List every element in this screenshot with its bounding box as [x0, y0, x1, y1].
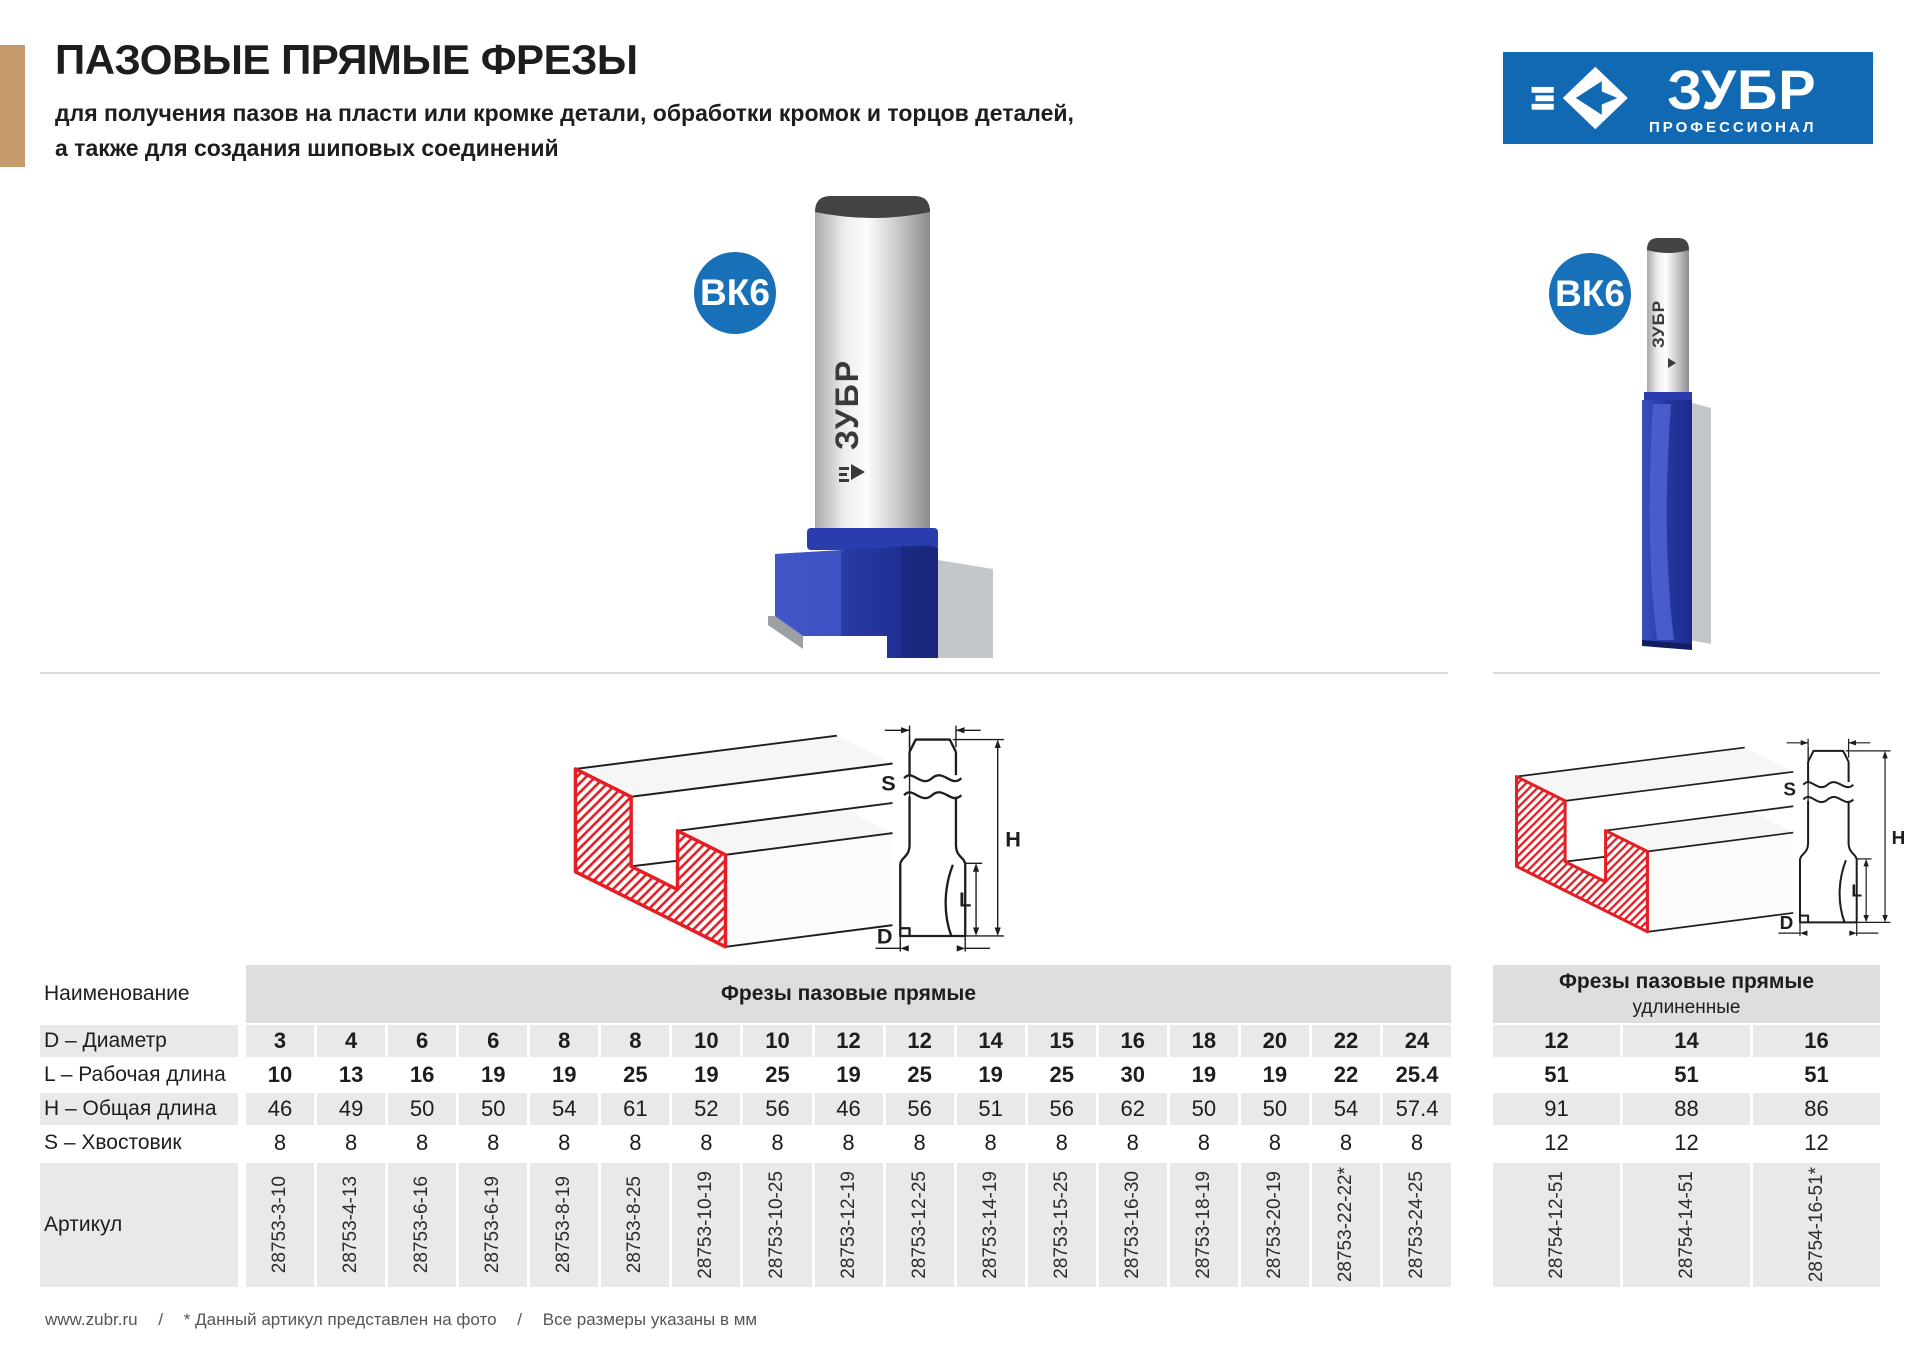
diameter-value: 16 [1753, 1025, 1880, 1057]
footer-separator: / [158, 1310, 164, 1329]
working-length-value: 19 [694, 1062, 719, 1087]
diameter-value: 3 [246, 1025, 314, 1057]
carbide-grade-badge: ВК6 [694, 252, 776, 334]
footer-site: www.zubr.ru [45, 1310, 138, 1329]
article-number: 28753-4-13 [317, 1163, 385, 1287]
diameter-value: 4 [317, 1025, 385, 1057]
groove-diagram-straight [560, 687, 1024, 963]
shank-value: 12 [1544, 1130, 1569, 1155]
shank-brand-text: ЗУБР [829, 358, 865, 450]
article-number: 28754-16-51* [1753, 1163, 1880, 1287]
diameter-value: 10 [672, 1025, 740, 1057]
section-divider-left [40, 672, 1448, 674]
shank-value: 8 [771, 1130, 784, 1155]
working-length-value: 22 [1333, 1062, 1359, 1087]
working-length-value: 25 [907, 1062, 932, 1087]
overall-length-value: 54 [1312, 1093, 1380, 1125]
article-number: 28753-3-10 [246, 1163, 314, 1287]
article-number: 28753-8-19 [530, 1163, 598, 1287]
footer-separator: / [517, 1310, 523, 1329]
overall-length-value: 49 [317, 1093, 385, 1125]
row-shank [40, 1127, 1451, 1159]
product-photo-straight-bit [755, 188, 1010, 674]
diameter-value: 24 [1383, 1025, 1451, 1057]
article-number: 28753-16-30 [1099, 1163, 1167, 1287]
working-length-value: 19 [836, 1062, 861, 1087]
main-product-table [40, 965, 1451, 1287]
diameter-value: 14 [1623, 1025, 1750, 1057]
overall-length-value: 50 [459, 1093, 527, 1125]
row-label-overall-length: H – Общая длина [40, 1093, 238, 1125]
diameter-value: 18 [1170, 1025, 1238, 1057]
overall-length-value: 46 [246, 1093, 314, 1125]
diameter-value: 12 [886, 1025, 954, 1057]
overall-length-value: 46 [815, 1093, 883, 1125]
article-number: 28753-10-25 [743, 1163, 811, 1287]
overall-length-value: 62 [1099, 1093, 1167, 1125]
shank-brand-text-2: ЗУБР [1649, 299, 1668, 348]
row-article [40, 1163, 1451, 1287]
diameter-value: 8 [530, 1025, 598, 1057]
working-length-value: 19 [978, 1062, 1003, 1087]
article-number: 28753-20-19 [1241, 1163, 1309, 1287]
diameter-value: 6 [459, 1025, 527, 1057]
working-length-value: 51 [1544, 1062, 1569, 1087]
overall-length-value: 61 [601, 1093, 669, 1125]
article-number: 28753-10-19 [672, 1163, 740, 1287]
diameter-value: 15 [1028, 1025, 1096, 1057]
zubr-logo-tagline: ПРОФЕССИОНАЛ [1649, 118, 1817, 136]
ext-table-header-row [1493, 965, 1880, 1023]
extended-product-table [1493, 965, 1880, 1287]
shank-value: 8 [700, 1130, 713, 1155]
diameter-value: 14 [957, 1025, 1025, 1057]
overall-length-value: 91 [1493, 1093, 1620, 1125]
shank-value: 8 [1410, 1130, 1424, 1155]
overall-length-value: 50 [1170, 1093, 1238, 1125]
shank-value: 8 [629, 1130, 642, 1155]
article-number: 28753-6-16 [388, 1163, 456, 1287]
shank-value: 8 [1268, 1130, 1282, 1155]
zubr-logo-text [1649, 57, 1817, 136]
page-title: ПАЗОВЫЕ ПРЯМЫЕ ФРЕЗЫ [55, 36, 638, 83]
diameter-value: 22 [1312, 1025, 1380, 1057]
table-header-row [40, 965, 1451, 1023]
article-number: 28754-14-51 [1623, 1163, 1750, 1287]
working-length-value: 25.4 [1395, 1062, 1439, 1087]
shank-value: 12 [1804, 1130, 1829, 1155]
overall-length-value: 57.4 [1383, 1093, 1451, 1125]
zubr-logo-brand: ЗУБР [1667, 57, 1817, 121]
zubr-logo [1503, 52, 1873, 144]
overall-length-value: 56 [886, 1093, 954, 1125]
row-label-article: Артикул [40, 1163, 238, 1287]
shank-value: 8 [273, 1130, 287, 1155]
shank-value: 8 [1197, 1130, 1210, 1155]
diameter-value: 8 [601, 1025, 669, 1057]
shank-value: 12 [1674, 1130, 1699, 1155]
table-label-name: Наименование [44, 982, 190, 1005]
overall-length-value: 50 [1241, 1093, 1309, 1125]
article-number: 28753-8-25 [601, 1163, 669, 1287]
subtitle-line-2: а также для создания шиповых соединений [55, 134, 559, 161]
shank-value: 8 [1055, 1130, 1068, 1155]
overall-length-value: 56 [1028, 1093, 1096, 1125]
article-number: 28753-24-25 [1383, 1163, 1451, 1287]
overall-length-value: 50 [388, 1093, 456, 1125]
shank-value: 8 [558, 1130, 571, 1155]
page-subtitle [55, 96, 1074, 165]
ext-row-shank [1493, 1127, 1880, 1159]
diameter-value: 10 [743, 1025, 811, 1057]
overall-length-value: 88 [1623, 1093, 1750, 1125]
diameter-value: 16 [1099, 1025, 1167, 1057]
diameter-value: 12 [815, 1025, 883, 1057]
shank-value: 8 [487, 1130, 500, 1155]
working-length-value: 51 [1804, 1062, 1829, 1087]
article-number: 28753-12-25 [886, 1163, 954, 1287]
article-number: 28754-12-51 [1493, 1163, 1620, 1287]
accent-bar [0, 45, 25, 167]
article-number: 28753-12-19 [815, 1163, 883, 1287]
working-length-value: 10 [267, 1062, 293, 1087]
row-label-diameter: D – Диаметр [40, 1025, 238, 1057]
article-number: 28753-18-19 [1170, 1163, 1238, 1287]
section-divider-right [1493, 672, 1880, 674]
working-length-value: 30 [1120, 1062, 1146, 1087]
shank-value: 8 [344, 1130, 358, 1155]
shank-value: 8 [1339, 1130, 1353, 1155]
article-number: 28753-15-25 [1028, 1163, 1096, 1287]
row-diameter [40, 1025, 1451, 1057]
working-length-value: 19 [552, 1062, 577, 1087]
product-photo-long-bit [1634, 188, 1756, 662]
main-table-title: Фрезы пазовые прямые [246, 965, 1451, 1023]
ext-row-overall-length [1493, 1093, 1880, 1125]
row-label-shank: S – Хвостовик [44, 1131, 182, 1154]
diameter-value: 12 [1493, 1025, 1620, 1057]
groove-diagram-long [1503, 705, 1908, 946]
ext-row-article [1493, 1163, 1880, 1287]
overall-length-value: 52 [672, 1093, 740, 1125]
working-length-value: 25 [1049, 1062, 1074, 1087]
shank-value: 8 [984, 1130, 997, 1155]
working-length-value: 19 [480, 1062, 506, 1087]
shank-value: 8 [416, 1130, 429, 1155]
article-number: 28753-14-19 [957, 1163, 1025, 1287]
footer-note-photo: * Данный артикул представлен на фото [183, 1310, 497, 1329]
ext-row-diameter [1493, 1025, 1880, 1057]
article-number: 28753-22-22* [1312, 1163, 1380, 1287]
shank-value: 8 [913, 1130, 926, 1155]
diameter-value: 6 [388, 1025, 456, 1057]
row-label-working-length: L – Рабочая длина [44, 1063, 226, 1086]
subtitle-line-1: для получения пазов на пласти или кромке детали, обработки кромок и торцов деталей, [55, 100, 1074, 126]
working-length-value: 51 [1674, 1062, 1699, 1087]
article-number: 28753-6-19 [459, 1163, 527, 1287]
overall-length-value: 86 [1753, 1093, 1880, 1125]
ext-table-title: Фрезы пазовые прямые удлиненные [1493, 965, 1880, 1023]
page-footer [45, 1310, 757, 1330]
row-working-length [40, 1059, 1451, 1091]
overall-length-value: 51 [957, 1093, 1025, 1125]
shank-value: 8 [842, 1130, 855, 1155]
overall-length-value: 56 [743, 1093, 811, 1125]
row-overall-length [40, 1093, 1451, 1125]
zubr-bison-arrow-icon [1529, 65, 1633, 131]
working-length-value: 13 [338, 1062, 364, 1087]
ext-row-working-length [1493, 1059, 1880, 1091]
diameter-value: 20 [1241, 1025, 1309, 1057]
working-length-value: 16 [409, 1062, 435, 1087]
working-length-value: 19 [1262, 1062, 1288, 1087]
overall-length-value: 54 [530, 1093, 598, 1125]
working-length-value: 25 [623, 1062, 648, 1087]
footer-note-units: Все размеры указаны в мм [542, 1310, 758, 1329]
working-length-value: 25 [765, 1062, 790, 1087]
shank-value: 8 [1126, 1130, 1139, 1155]
carbide-grade-badge: ВК6 [1549, 253, 1631, 335]
working-length-value: 19 [1191, 1062, 1217, 1087]
